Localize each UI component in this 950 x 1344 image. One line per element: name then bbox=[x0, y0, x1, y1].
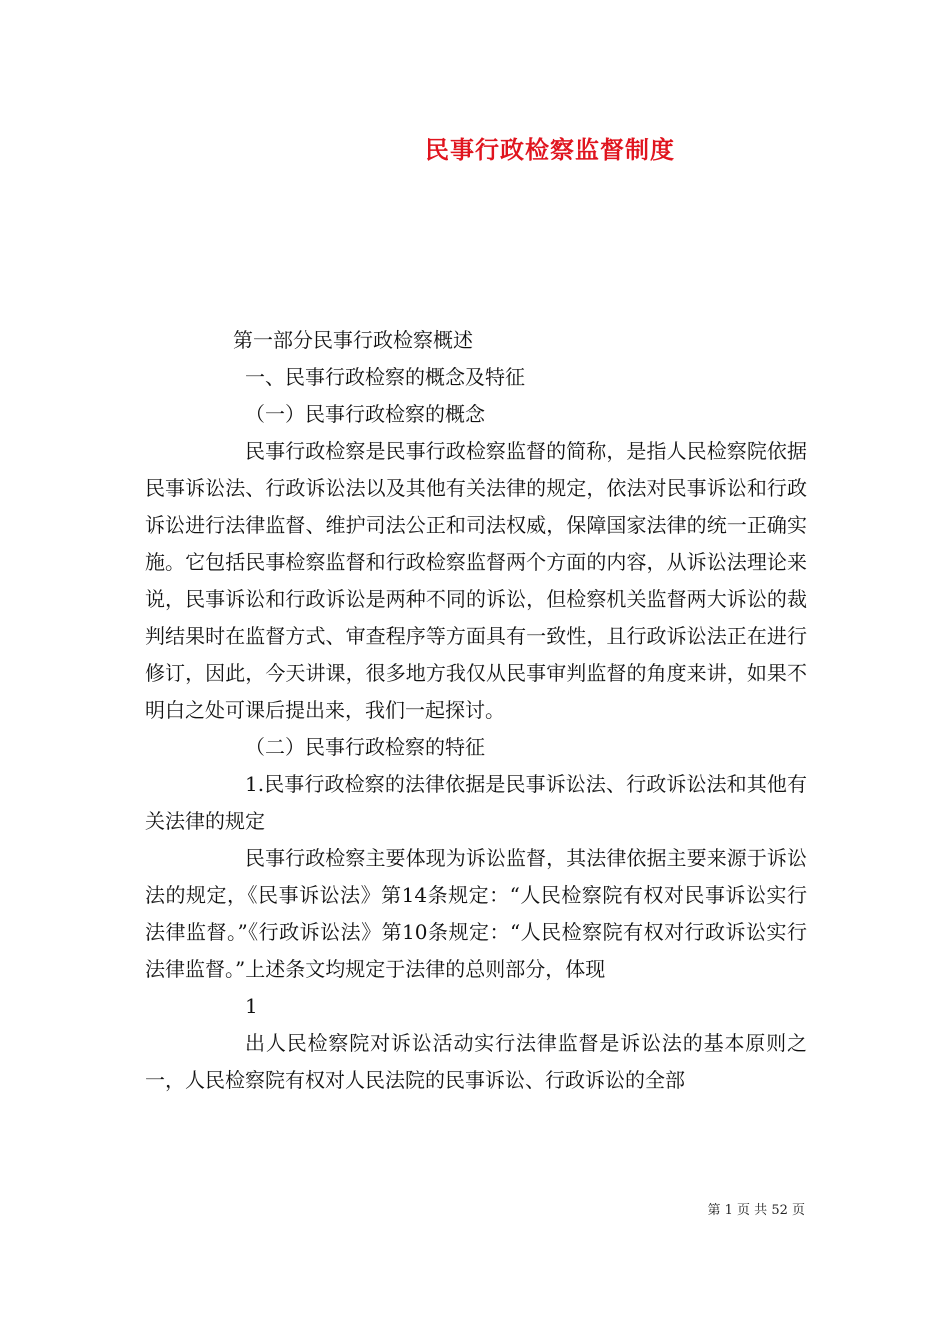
page-footer bbox=[708, 1202, 805, 1220]
section-heading: 一、民事行政检察的概念及特征 bbox=[245, 365, 525, 389]
paragraph-legal-basis: 民事行政检察主要体现为诉讼监督，其法律依据主要来源于诉讼法的规定，《民事诉讼法》第14条规定：“人民检察院有权对民事诉讼实行法律监督。”《行政诉讼法》第10条规定：“人民检察院有权对行政诉讼实行法律监督。”上述条文均规定于法律的总则部分，体现 bbox=[145, 846, 807, 981]
page-count-label: 第 1 页 共 52 页 bbox=[707, 1203, 805, 1218]
part-heading: 第一部分民事行政检察概述 bbox=[233, 328, 473, 352]
inline-page-number: 1 bbox=[245, 994, 258, 1018]
paragraph-concept: 民事行政检察是民事行政检察监督的简称，是指人民检察院依据民事诉讼法、行政诉讼法以及其他有关法律的规定，依法对民事诉讼和行政诉讼进行法律监督、维护司法公正和司法权威，保障国家法律的统一正确实施。它包括民事检察监督和行政检察监督两个方面的内容，从诉讼法理论来说，民事诉讼和行政诉讼是两种不同的诉讼，但检察机关监督两大诉讼的裁判结果时在监督方式、审查程序等方面具有一致性，且行政诉讼法正在进行修订，因此，今天讲课，很多地方我仅从民事审判监督的角度来讲，如果不明白之处可课后提出来，我们一起探讨。 bbox=[145, 439, 807, 722]
subsection-heading-features: （二）民事行政检察的特征 bbox=[245, 735, 485, 759]
paragraph-continuation: 出人民检察院对诉讼活动实行法律监督是诉讼法的基本原则之一，人民检察院有权对人民法院的民事诉讼、行政诉讼的全部 bbox=[145, 1031, 807, 1092]
subsection-heading-concept: （一）民事行政检察的概念 bbox=[245, 402, 485, 426]
document-title bbox=[0, 132, 950, 168]
document-body bbox=[145, 322, 807, 1099]
document-title-text: 民事行政检察监督制度 bbox=[425, 136, 675, 164]
paragraph-legal-basis-heading: 1.民事行政检察的法律依据是民事诉讼法、行政诉讼法和其他有关法律的规定 bbox=[145, 772, 807, 833]
